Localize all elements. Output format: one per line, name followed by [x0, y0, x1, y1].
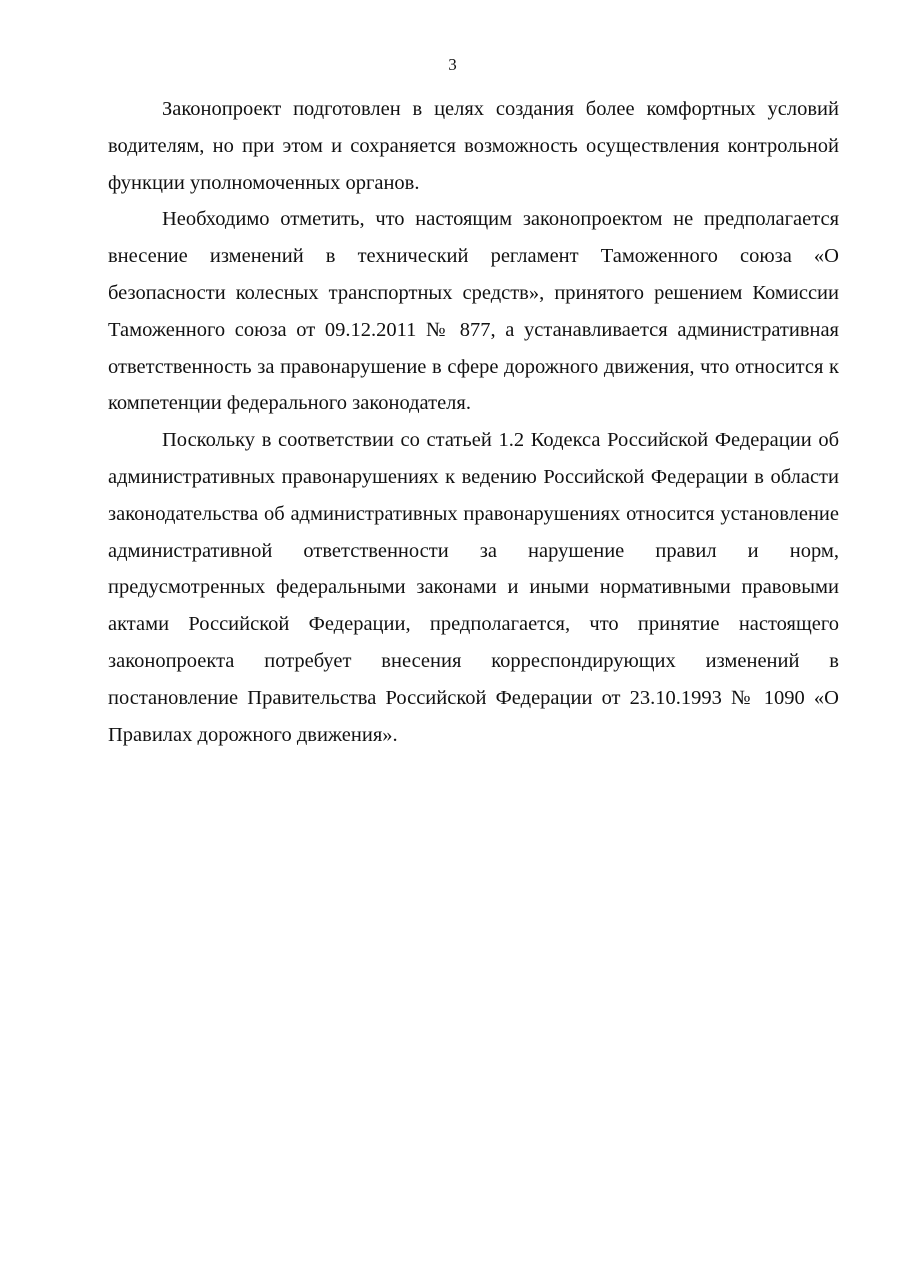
- page-number: 3: [448, 55, 457, 74]
- document-body: [108, 91, 839, 753]
- paragraph-1: Законопроект подготовлен в целях создания более комфортных условий водителям, но при этом и сохраняется возможность осуществления контрольной функции уполномоченных органов.: [108, 98, 839, 194]
- paragraph-2: Необходимо отметить, что настоящим законопроектом не предполагается внесение изменений в технический регламент Таможенного союза «О безопасности колесных транспортных средств», принятого решением Комиссии Таможенного союза от 09.12.2011 № 877, а устанавливается административная ответственность за правонарушение в сфере дорожного движения, что относится к компетенции федерального законодателя.: [108, 208, 839, 415]
- paragraph-3: Поскольку в соответствии со статьей 1.2 Кодекса Российской Федерации об административных правонарушениях к ведению Российской Федерации в области законодательства об административных правонарушениях относится установление административной ответственности за нарушение правил и норм, предусмотренных федеральными законами и иными нормативными правовыми актами Российской Федерации, предполагается, что принятие настоящего законопроекта потребует внесения корреспондирующих изменений в постановление Правительства Российской Федерации от 23.10.1993 № 1090 «О Правилах дорожного движения».: [108, 429, 839, 746]
